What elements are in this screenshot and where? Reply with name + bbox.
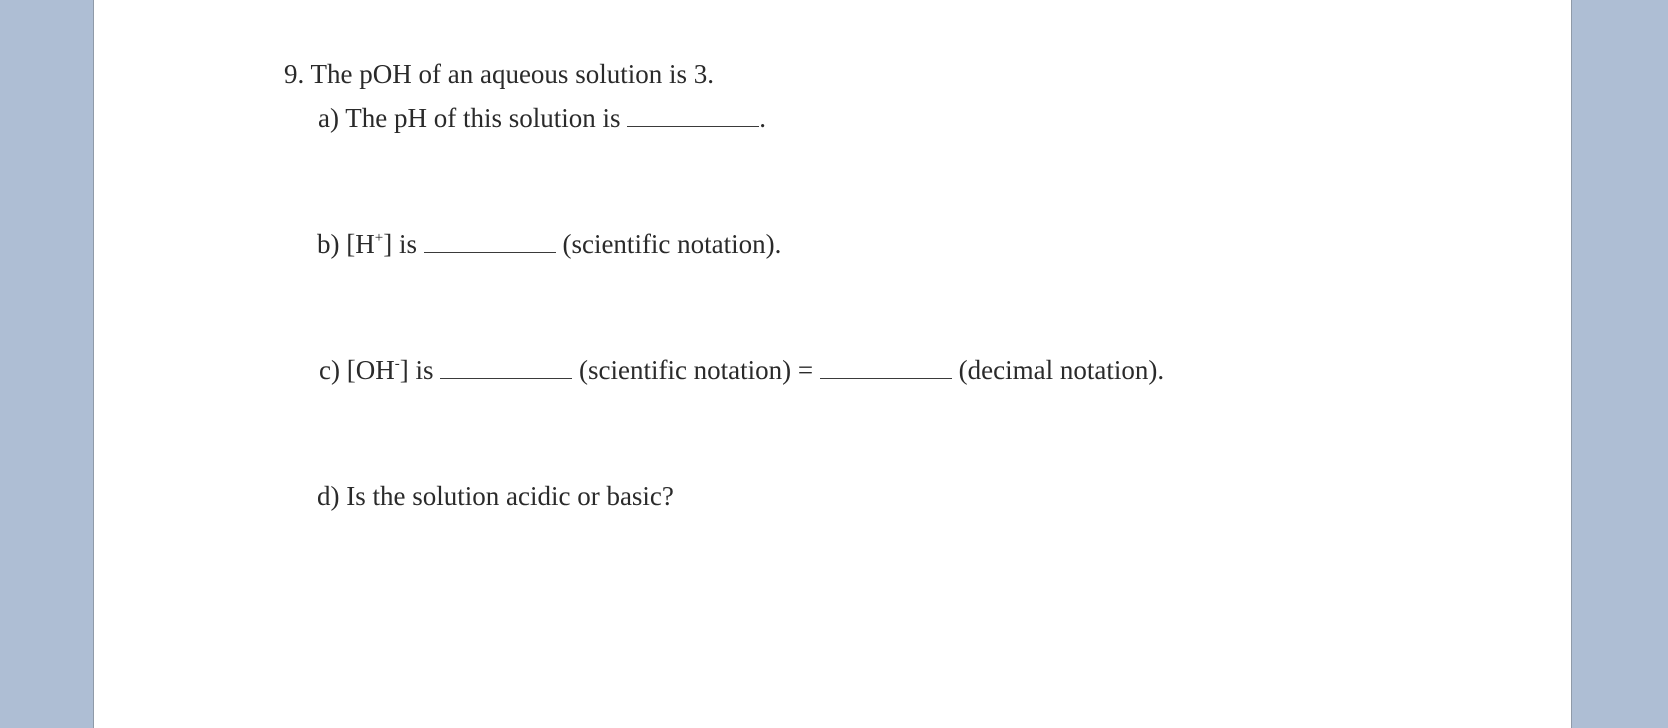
part-c-label: c): [319, 355, 340, 385]
question-stem: [284, 58, 714, 90]
part-d-text: Is the solution acidic or basic?: [346, 481, 674, 511]
part-d: [317, 480, 674, 512]
part-d-label: d): [317, 481, 340, 511]
part-c-decimal-blank[interactable]: [820, 356, 952, 379]
part-a: [318, 102, 766, 134]
part-b-label: b): [317, 229, 340, 259]
part-a-label: a): [318, 103, 339, 133]
question-number: 9.: [284, 59, 305, 89]
part-a-text: The pH of this solution is: [345, 103, 621, 133]
part-b-text-after: (scientific notation).: [562, 229, 782, 259]
part-c-text-after: (decimal notation).: [958, 355, 1165, 385]
part-b-ion: [H+] is: [346, 229, 417, 259]
part-a-answer-blank[interactable]: [627, 104, 759, 127]
question-text: The pOH of an aqueous solution is 3.: [310, 59, 714, 89]
part-c-ion-charge: -: [394, 356, 400, 372]
part-c: [319, 354, 1164, 386]
worksheet-page: [93, 0, 1572, 728]
part-b-answer-blank[interactable]: [424, 230, 556, 253]
part-b-ion-charge: +: [374, 230, 384, 246]
part-b: [317, 228, 781, 260]
part-c-scientific-blank[interactable]: [440, 356, 572, 379]
part-c-text-middle: (scientific notation) =: [578, 355, 814, 385]
part-a-period: .: [759, 103, 766, 133]
part-c-ion: [OH-] is: [346, 355, 434, 385]
